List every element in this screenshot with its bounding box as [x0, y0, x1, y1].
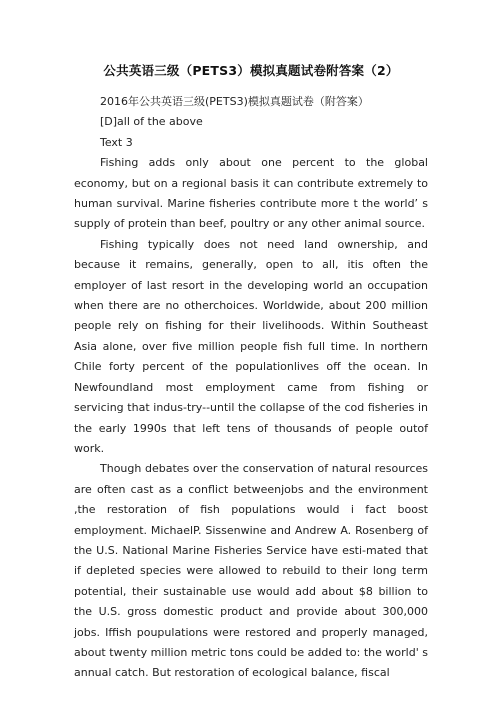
exam-subtitle-line: 2016年公共英语三级(PETS3)模拟真题试卷（附答案） — [100, 95, 369, 108]
paragraph-3: Though debates over the conservation of natural resources are often cast as a conflict betweenjobs and the environment ,the restoration of fish populations would i fact boost employment. MichaelP. Sissenwine and Andrew A. Rosenberg of the U.S. National Marine Fisheries Service have esti-mated that if depleted species were allowed to rebuild to their long term potential, their sustainable use would add about $8 billion to the U.S. gross domestic product and provide about 300,000 jobs. Iffish poupulations were restored and properly managed, about twenty million metric tons could be added to: the world' s annual catch. But restoration of ecological balance, fiscal — [74, 462, 428, 680]
document-title: 公共英语三级（PETS3）模拟真题试卷附答案（2） — [103, 63, 399, 78]
answer-option-line: [D]all of the above — [100, 115, 203, 129]
section-heading-line: Text 3 — [100, 135, 133, 149]
paragraph-1: Fishing adds only about one percent to the global economy, but on a regional basis it can contribute extremely to human survival. Marine fisheries contribute more t the world’ s supply of protein than beef, poultry or any other animal source. — [74, 156, 428, 231]
paragraph-2: Fishing typically does not need land ownership, and because it remains, generally, open to all, itis often the employer of last resort in the developing world an occupation when there are no otherchoices. Worldwide, about 200 million people rely on fishing for their livelihoods. Within Southeast Asia alone, over five million people fish full time. In northern Chile forty percent of the populationlives off the ocean. In Newfoundland most employment came from fishing or servicing that indus-try--until the collapse of the cod fisheries in the early 1990s that left tens of thousands of people outof work. — [74, 237, 428, 455]
